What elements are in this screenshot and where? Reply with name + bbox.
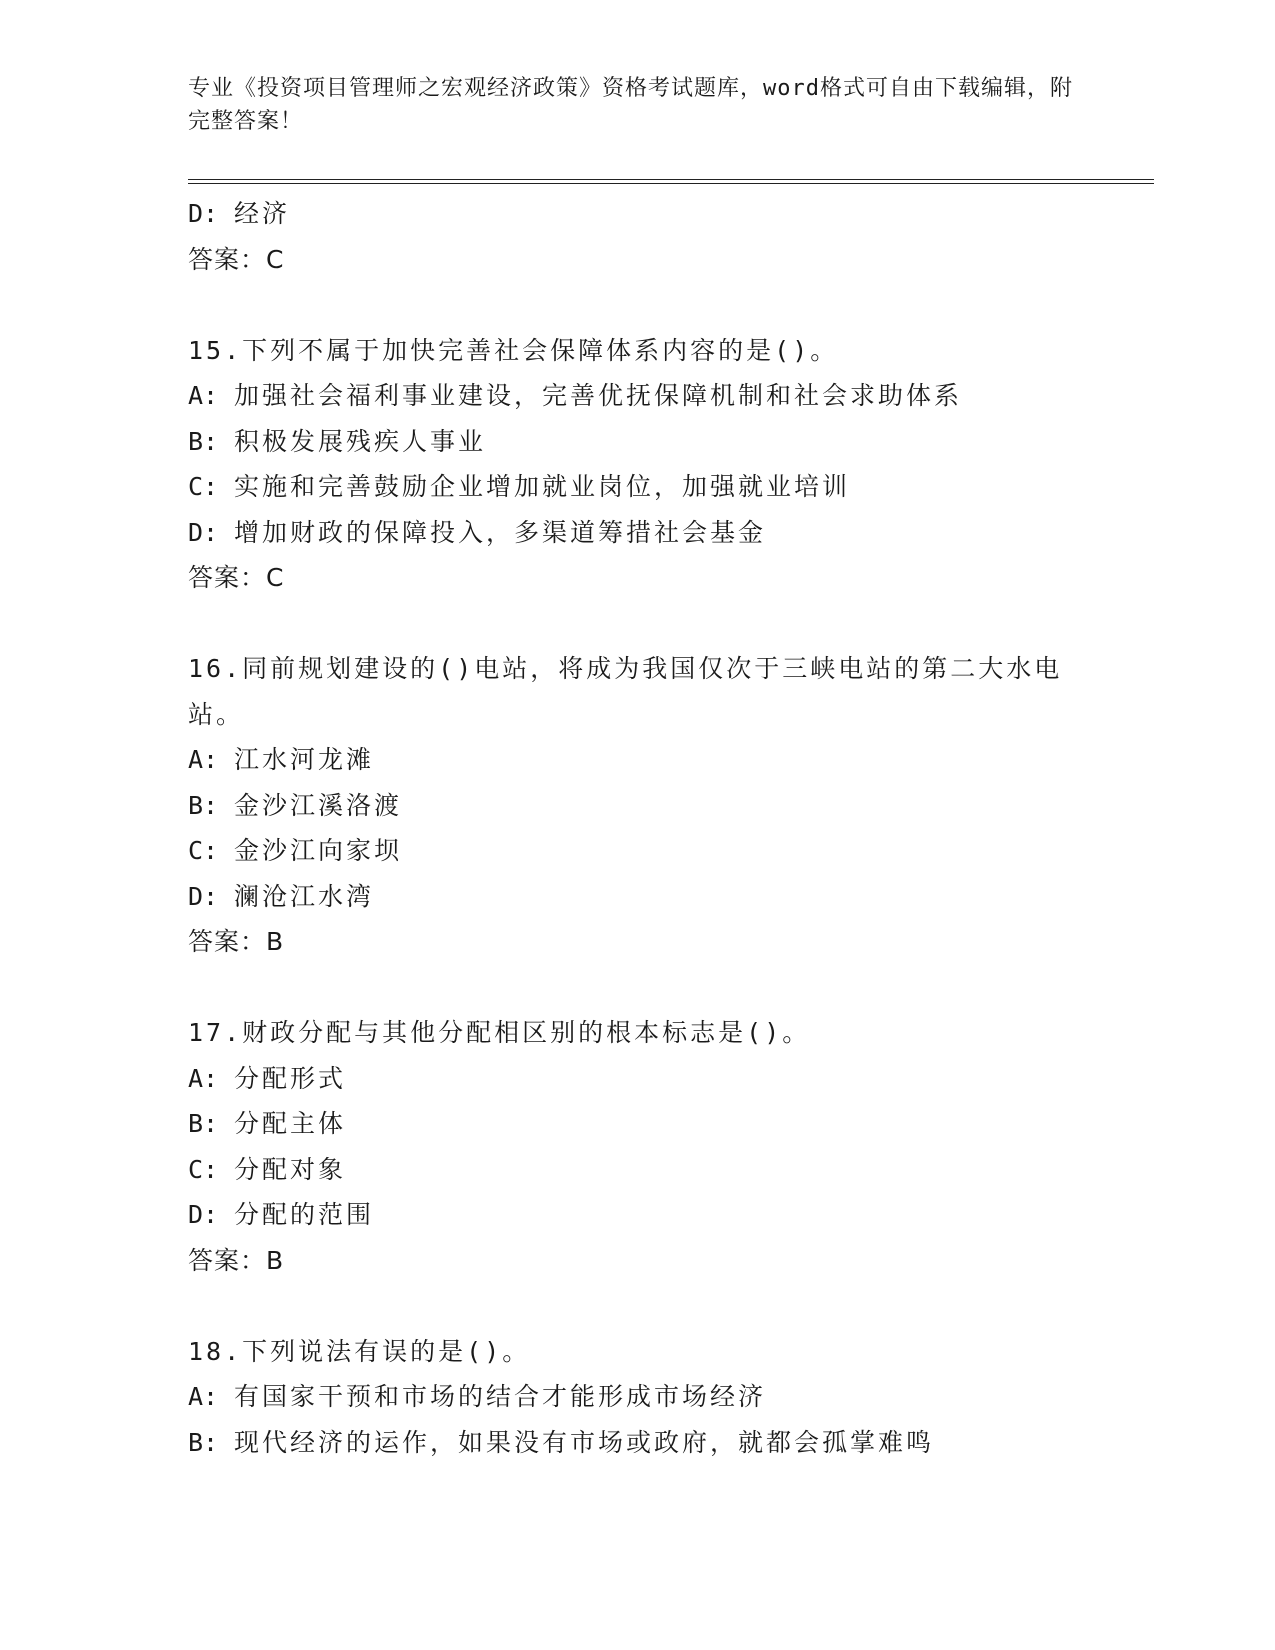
answer-value: B <box>266 1245 284 1275</box>
option-key: C: <box>188 836 219 865</box>
option-text: 增加财政的保障投入，多渠道筹措社会基金 <box>234 517 767 547</box>
answer-label: 答案： <box>188 927 267 956</box>
answer-value: B <box>266 927 284 956</box>
prev-answer <box>188 237 1088 283</box>
option-key: A: <box>188 745 219 774</box>
header-rule-top <box>188 179 1154 180</box>
question-16-stem: 16.同前规划建设的()电站，将成为我国仅次于三峡电站的第二大水电站。 <box>188 654 1063 729</box>
question-18-stem: 18.下列说法有误的是()。 <box>188 1336 531 1366</box>
option-text: 分配的范围 <box>234 1200 375 1229</box>
question-17-stem: 17.财政分配与其他分配相区别的根本标志是()。 <box>188 1018 811 1047</box>
option-text: 金沙江溪洛渡 <box>234 790 403 820</box>
header-rule-bottom <box>188 183 1154 184</box>
question-16-answer <box>188 919 1088 965</box>
option-text: 分配对象 <box>234 1154 347 1184</box>
option-key: D: <box>188 1200 219 1229</box>
question-17-answer <box>188 1238 1088 1284</box>
option-key: B: <box>188 1109 219 1138</box>
question-16-option-b <box>188 783 1088 829</box>
question-15-answer <box>188 555 1088 601</box>
option-key: B: <box>188 790 219 820</box>
option-text: 金沙江向家坝 <box>234 836 403 865</box>
option-text: 有国家干预和市场的结合才能形成市场经济 <box>234 1382 767 1411</box>
question-16-option-c <box>188 828 1088 874</box>
prev-option-d <box>188 191 1088 237</box>
option-key: B: <box>188 426 219 456</box>
option-key: A: <box>188 1382 219 1411</box>
question-17-option-b <box>188 1101 1088 1147</box>
question-17-option-a <box>188 1056 1088 1102</box>
option-text: 分配形式 <box>234 1063 347 1093</box>
answer-value: C <box>266 244 284 274</box>
question-15-option-a <box>188 373 1088 419</box>
option-key: B: <box>188 1427 219 1457</box>
option-key: C: <box>188 472 219 501</box>
option-text: 积极发展残疾人事业 <box>234 426 487 456</box>
question-15-option-d <box>188 510 1088 556</box>
option-text: 加强社会福利事业建设，完善优抚保障机制和社会求助体系 <box>234 381 963 410</box>
question-15-stem: 15.下列不属于加快完善社会保障体系内容的是()。 <box>188 335 839 365</box>
answer-label: 答案： <box>188 244 267 274</box>
question-16-option-a <box>188 737 1088 783</box>
question-15-option-b <box>188 419 1088 465</box>
option-key: D: <box>188 517 219 547</box>
question-18-option-a <box>188 1374 1088 1420</box>
answer-value: C <box>266 563 284 592</box>
option-key: A: <box>188 1063 219 1093</box>
option-text: 澜沧江水湾 <box>234 881 375 911</box>
question-18-option-b <box>188 1420 1088 1466</box>
option-key: D: <box>188 881 219 911</box>
option-text: 分配主体 <box>234 1109 347 1138</box>
option-key: C: <box>188 1154 219 1184</box>
question-15-option-c <box>188 464 1088 510</box>
option-key: D: <box>188 199 219 228</box>
option-text: 现代经济的运作，如果没有市场或政府，就都会孤掌难鸣 <box>234 1427 935 1457</box>
answer-label: 答案： <box>188 563 267 592</box>
option-text: 实施和完善鼓励企业增加就业岗位，加强就业培训 <box>234 472 851 501</box>
page-header: 专业《投资项目管理师之宏观经济政策》资格考试题库，word格式可自由下载编辑，附完整答案！ <box>188 76 1073 134</box>
question-17-option-d <box>188 1192 1088 1238</box>
answer-label: 答案： <box>188 1245 267 1275</box>
option-key: A: <box>188 381 219 410</box>
option-text: 经济 <box>234 199 291 228</box>
question-content <box>188 191 1088 1465</box>
option-text: 江水河龙滩 <box>234 745 375 774</box>
question-17-option-c <box>188 1147 1088 1193</box>
question-16-option-d <box>188 874 1088 920</box>
